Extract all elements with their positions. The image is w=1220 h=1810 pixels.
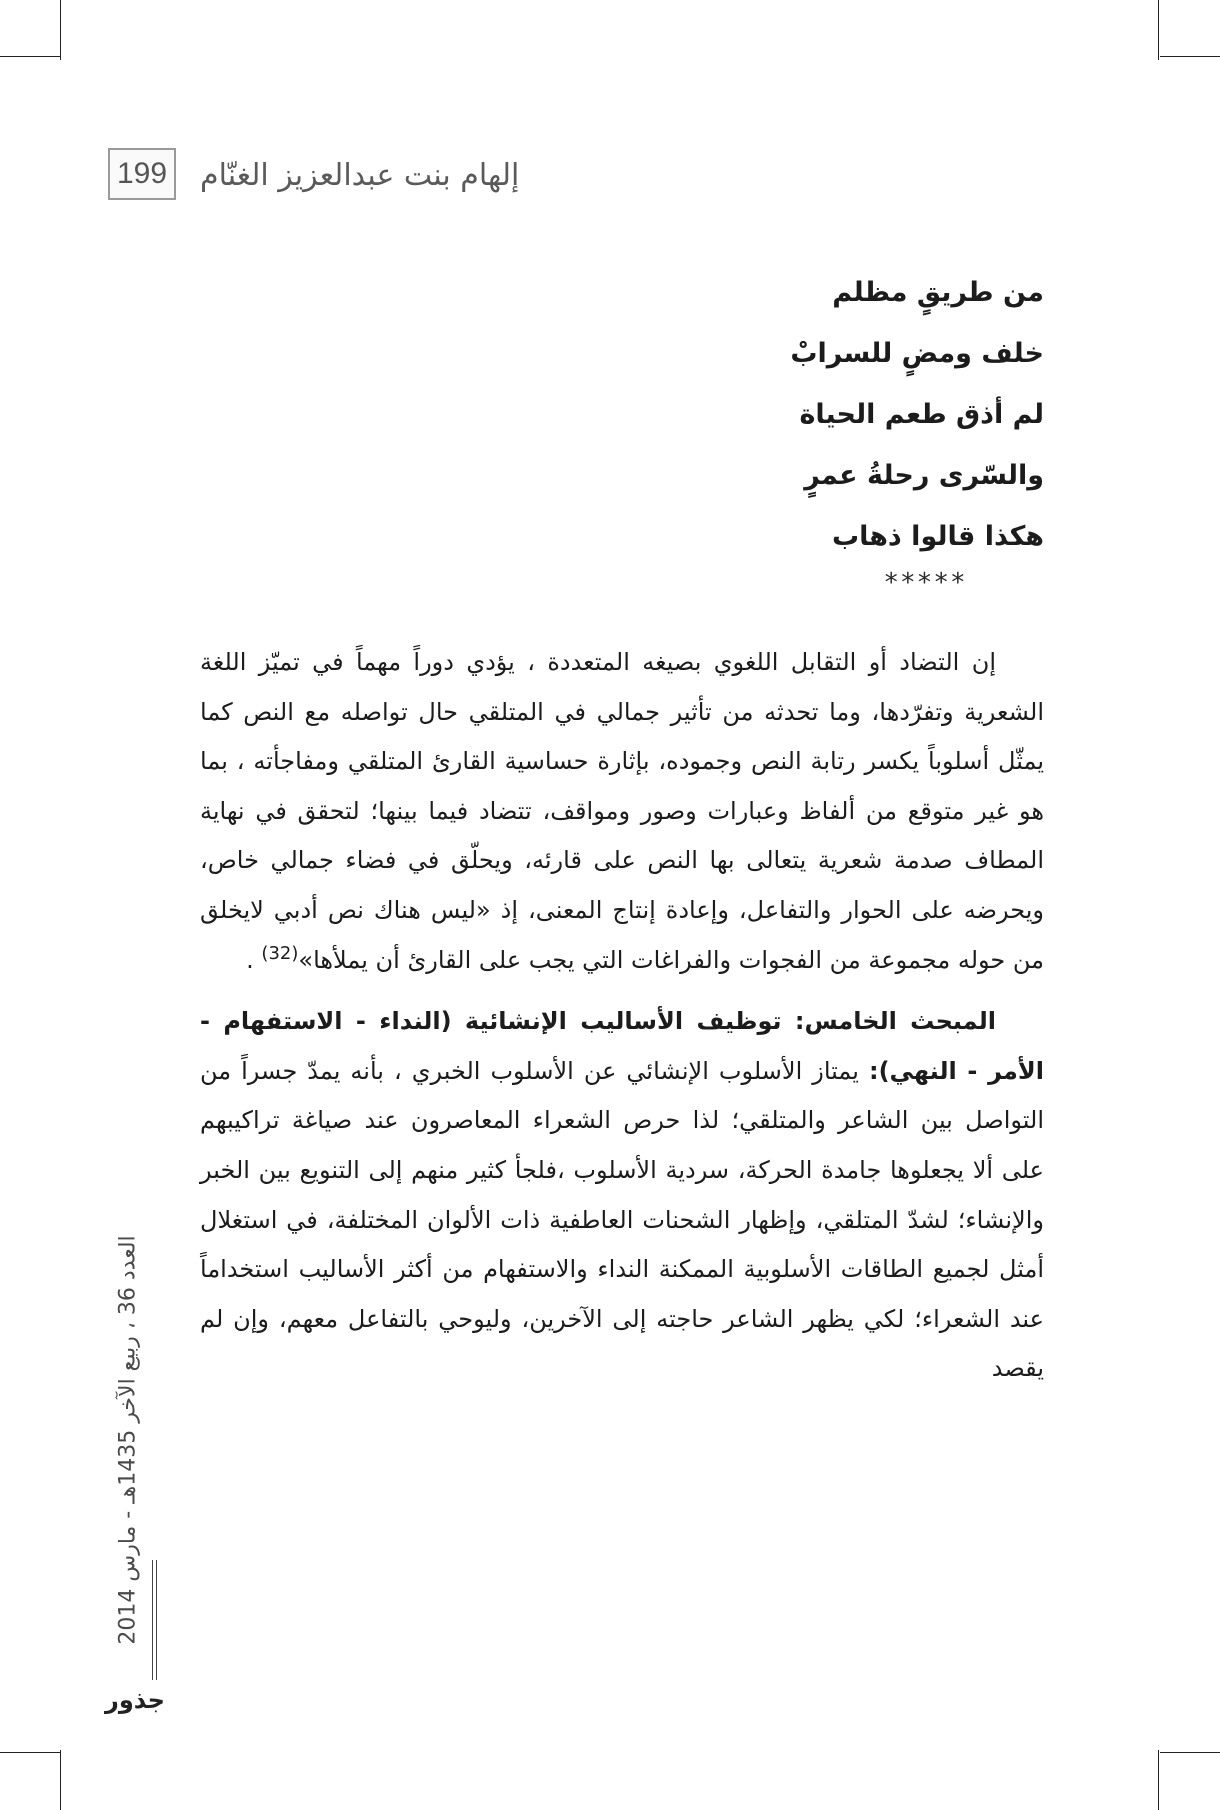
paragraph-text: يمتاز الأسلوب الإنشائي عن الأسلوب الخبري ، بأنه يمدّ جسراً من التواصل بين الشاعر والمتلقي؛ لذا حرص الشعراء المعاصرون عند صياغة تراكيبهم على ألا يجعلوها جامدة الحركة، سردية الأسلوب ،فلجأ كثير منهم إلى التنويع بين الخبر والإنشاء؛ لشدّ المتلقي، وإظهار الشحنات العاطفية ذات الألوان المختلفة، في استغلال أمثل لجميع الطاقات الأسلوبية الممكنة النداء والاستفهام من أكثر الأساليب استخداماً عند الشعراء؛ لكي يظهر الشاعر حاجته إلى الآخرين، وليوحي بالتفاعل معهم، وإن لم يقصد: [200, 1056, 1044, 1383]
poem-line: من طريقٍ مظلم: [832, 277, 1044, 308]
paragraph: [200, 638, 1044, 985]
journal-logo: جذور: [105, 1686, 165, 1714]
poem-block: [300, 262, 1044, 567]
page-number: 199: [108, 148, 176, 200]
body-text: [200, 638, 1044, 1394]
poem-line: والسّرى رحلةُ عمرٍ: [804, 460, 1044, 491]
citation-marker: (32): [261, 942, 299, 964]
section-heading: المبحث الخامس: توظيف الأساليب الإنشائية (النداء - الاستفهام - الأمر - النهي):: [200, 1007, 1044, 1085]
page-header: [100, 148, 1000, 208]
crop-mark-top-left-h: [0, 56, 60, 57]
crop-mark-bottom-right-h: [1160, 1752, 1220, 1753]
paragraph: [200, 997, 1044, 1394]
crop-mark-top-left: [60, 0, 61, 60]
poem-line: لم أذق طعم الحياة: [799, 399, 1044, 430]
poem-line: هكذا قالوا ذهاب: [831, 521, 1044, 552]
poem-line: خلف ومضٍ للسرابْ: [790, 338, 1044, 369]
crop-mark-top-right: [1158, 0, 1159, 60]
crop-mark-bottom-right: [1158, 1750, 1159, 1810]
side-divider: [156, 1560, 157, 1680]
paragraph-end: .: [246, 945, 254, 974]
crop-mark-bottom-left-h: [0, 1752, 60, 1753]
issue-info: العدد 36 ، ربيع الآخر 1435هـ - مارس 2014: [115, 1235, 141, 1645]
section-separator: *****: [883, 568, 967, 598]
crop-mark-bottom-left: [60, 1750, 61, 1810]
side-divider: [152, 1560, 153, 1680]
paragraph-text: إن التضاد أو التقابل اللغوي بصيغه المتعددة ، يؤدي دوراً مهماً في تميّز اللغة الشعرية وتفرّدها، وما تحدثه من تأثير جمالي في المتلقي حال تواصله مع النص كما يمثّل أسلوباً يكسر رتابة النص وجموده، بإثارة حساسية القارئ المتلقي ومفاجأته ، بما هو غير متوقع من ألفاظ وعبارات وصور ومواقف، تتضاد فيما بينها؛ لتحقق في نهاية المطاف صدمة شعرية يتعالى بها النص على قارئه، ويحلّق في فضاء جمالي خاص، ويحرضه على الحوار والتفاعل، وإعادة إنتاج المعنى، إذ «ليس هناك نص أدبي لايخلق من حوله مجموعة من الفجوات والفراغات التي يجب على القارئ أن يملأها»: [200, 648, 1044, 974]
author-name: إلهام بنت عبدالعزيز الغنّام: [200, 158, 520, 193]
crop-mark-top-right-h: [1160, 56, 1220, 57]
